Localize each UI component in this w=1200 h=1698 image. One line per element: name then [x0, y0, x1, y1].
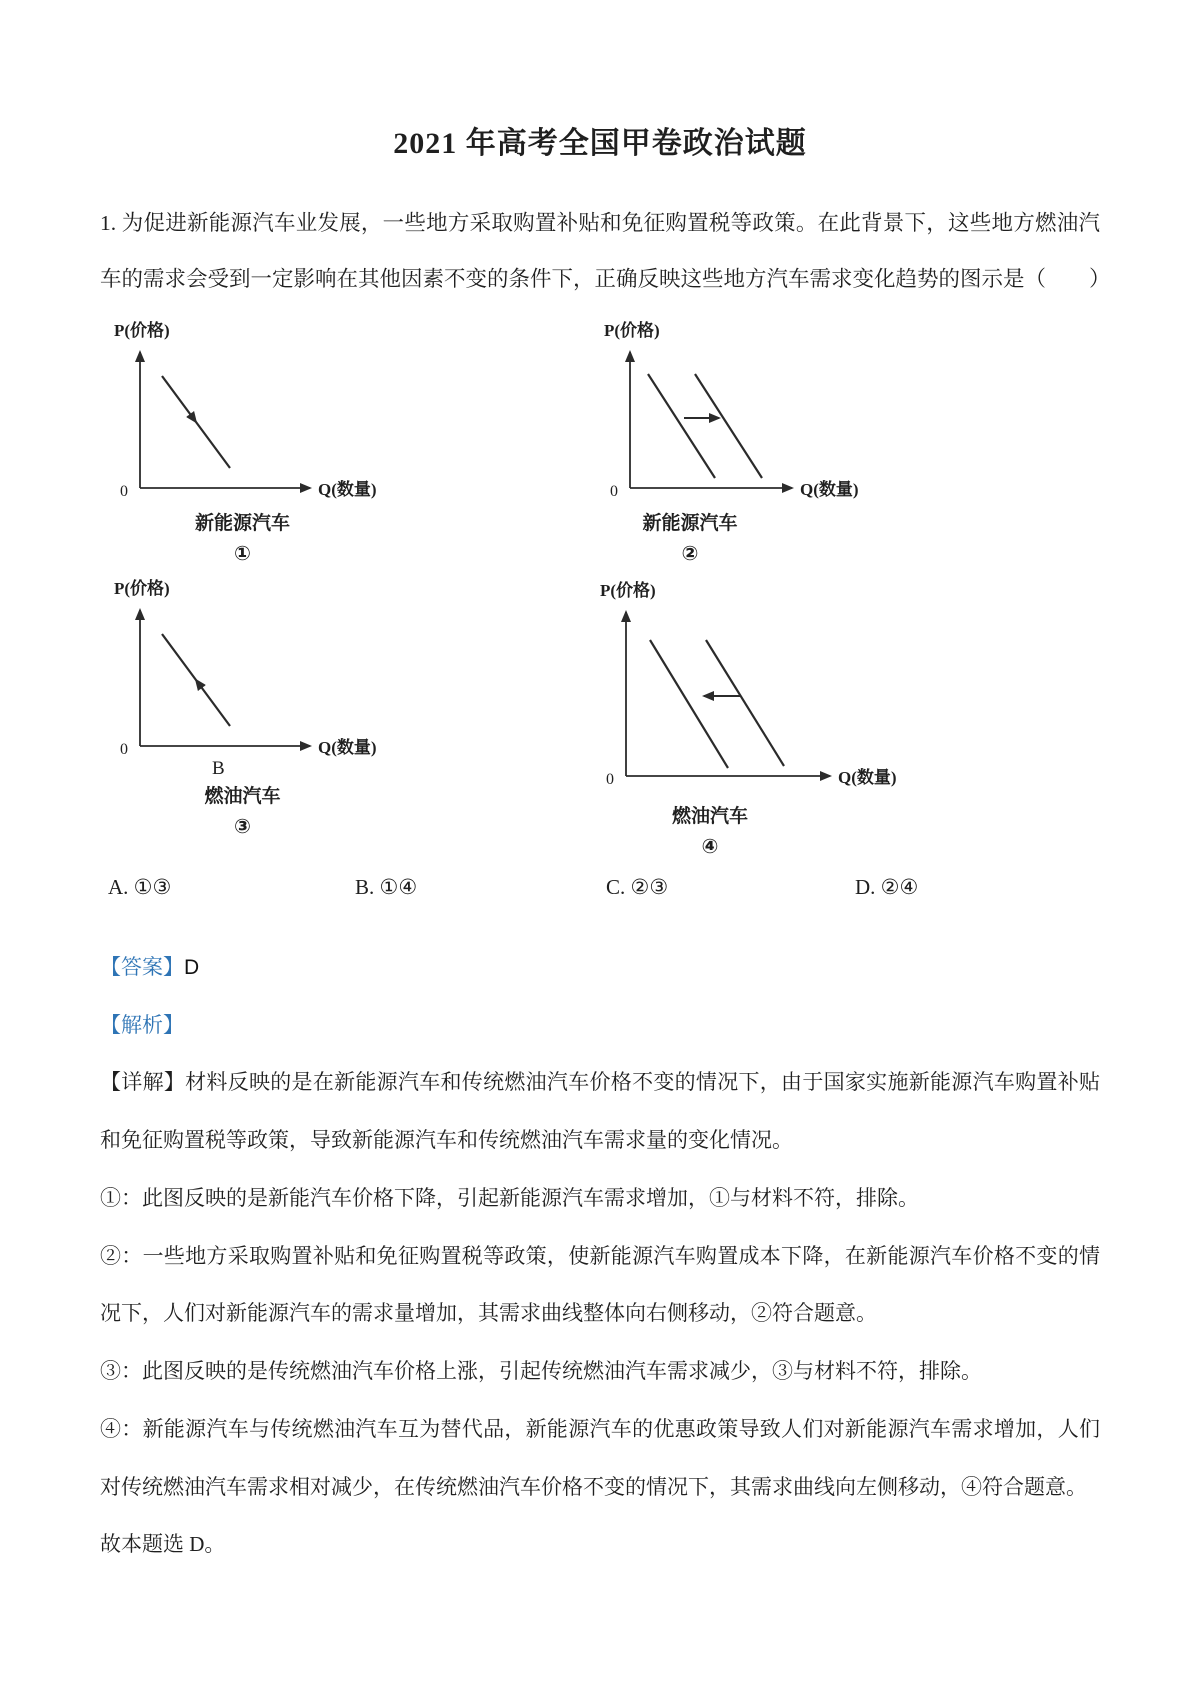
origin-label: 0 [120, 740, 128, 758]
figure-fuel-4 [560, 576, 1100, 859]
question-number: 1. [100, 211, 117, 235]
origin-label: 0 [606, 770, 614, 788]
conclusion-text: 故本题选 D。 [100, 1532, 226, 1557]
option-a: A. ①③ [108, 874, 172, 899]
answer-section [100, 939, 1100, 1574]
explanation-paragraph-1: ①：此图反映的是新能汽车价格下降，引起新能源汽车需求增加，①与材料不符，排除。 [100, 1185, 919, 1210]
demand-curve arrow-up-left-icon [162, 634, 230, 726]
option-c: C. ②③ [606, 874, 669, 899]
demand-chart-1 [100, 318, 410, 508]
figure-number: ② [681, 542, 699, 565]
answer-value: D [184, 955, 200, 979]
quantity-axis-label: Q(数量) [800, 479, 859, 499]
price-axis-label: P(价格) [114, 578, 170, 598]
demand-curve-shifted [650, 640, 728, 768]
origin-label: 0 [120, 482, 128, 500]
origin-label: 0 [610, 482, 618, 500]
answer-label: 【答案】 [100, 954, 184, 979]
figures-grid [100, 318, 1100, 859]
demand-chart-3 [100, 576, 410, 781]
price-axis-label: P(价格) [114, 320, 170, 340]
price-axis-label: P(价格) [600, 580, 656, 600]
figure-number: ① [234, 542, 251, 565]
figure-caption: 燃油汽车 [671, 805, 748, 827]
figure-number: ③ [234, 815, 251, 838]
question-text [100, 196, 1111, 308]
option-d: D. ②④ [855, 874, 919, 899]
demand-chart-4 [580, 576, 950, 801]
analysis-label: 【解析】 [100, 1012, 184, 1037]
options-row [100, 875, 1100, 907]
figure-new-energy-1 [100, 318, 560, 566]
demand-chart-2 [580, 318, 910, 508]
explanation-paragraph-3: ③：此图反映的是传统燃油汽车价格上涨，引起传统燃油汽车需求减少，③与材料不符，排除。 [100, 1359, 982, 1384]
analysis-line [100, 997, 1100, 1055]
option-b: B. ①④ [355, 874, 418, 899]
question-body: 为促进新能源汽车业发展，一些地方采取购置补贴和免征购置税等政策。在此背景下，这些地方燃油汽车的需求会受到一定影响在其他因素不变的条件下，正确反映这些地方汽车需求变化趋势的图示是（ ） [100, 211, 1111, 291]
figure-number: ④ [701, 835, 719, 858]
figure-caption: 新能源汽车 [194, 512, 290, 534]
explanation-paragraph-2: ②：一些地方采取购置补贴和免征购置税等政策，使新能源汽车购置成本下降，在新能源汽车价格不变的情况下，人们对新能源汽车的需求量增加，其需求曲线整体向右侧移动，②符合题意。 [100, 1243, 1100, 1326]
figure-fuel-3 [100, 576, 560, 859]
figure-caption: 燃油汽车 [204, 785, 281, 807]
demand-curve-original [706, 640, 784, 766]
price-axis-label: P(价格) [604, 320, 660, 340]
answer-line [100, 939, 1100, 997]
figure-caption: 新能源汽车 [642, 512, 738, 534]
explanation-paragraph-4: ④：新能源汽车与传统燃油汽车互为替代品，新能源汽车的优惠政策导致人们对新能源汽车需求增加，人们对传统燃油汽车需求相对减少，在传统燃油汽车价格不变的情况下，其需求曲线向左侧移动，④符合题意。 [100, 1416, 1100, 1499]
demand-curve arrow-down-right-icon [162, 376, 230, 468]
figure-new-energy-2 [560, 318, 1100, 566]
quantity-axis-label: Q(数量) [318, 479, 377, 499]
quantity-axis-label: Q(数量) [838, 767, 897, 787]
quantity-axis-label: Q(数量) [318, 737, 377, 757]
point-b-label: B [212, 757, 225, 779]
page-title: 2021 年高考全国甲卷政治试题 [393, 127, 807, 160]
explanation-paragraph-detail: 【详解】材料反映的是在新能源汽车和传统燃油汽车价格不变的情况下，由于国家实施新能源汽车购置补贴和免征购置税等政策，导致新能源汽车和传统燃油汽车需求量的变化情况。 [100, 1070, 1100, 1153]
